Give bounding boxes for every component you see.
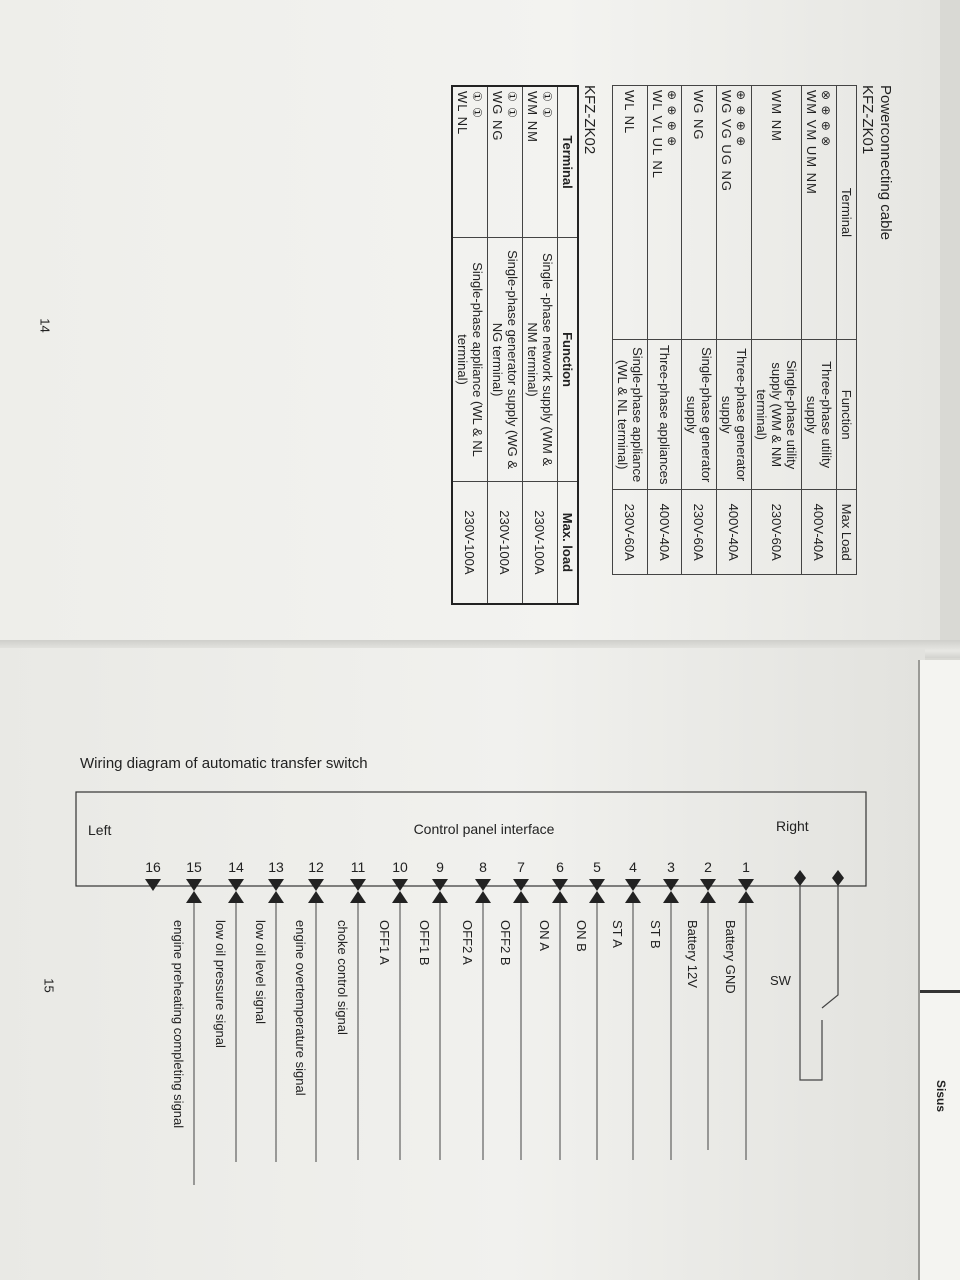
signal-label: low oil level signal xyxy=(253,920,268,1025)
terminal-marker-icon xyxy=(552,891,568,903)
load-cell: 230V-60A xyxy=(752,490,802,575)
signal-label: Battery GND xyxy=(723,920,738,994)
terminal-number: 3 xyxy=(667,859,675,875)
switch-wire xyxy=(822,878,838,1008)
cable-heading: Powerconnecting cable xyxy=(877,85,894,241)
terminal-marker-icon xyxy=(700,891,716,903)
terminal-number: 11 xyxy=(350,859,366,875)
function-cell: Single-phase generator supply xyxy=(682,339,717,489)
terminal-marker-icon xyxy=(625,891,641,903)
terminal-marker-icon xyxy=(308,879,324,891)
terminal-marker-icon xyxy=(432,891,448,903)
terminal-marker-icon xyxy=(700,879,716,891)
col-function: Function xyxy=(837,339,857,489)
signal-label: OFF2 B xyxy=(498,920,513,966)
panel-interface-label: Control panel interface xyxy=(413,821,555,837)
signal-label: ST B xyxy=(648,920,663,949)
load-cell: 230V-100A xyxy=(488,481,523,604)
terminal-label: WG NG xyxy=(490,91,506,142)
terminal-marker-icon xyxy=(513,879,529,891)
diagram-title: Wiring diagram of automatic transfer switch xyxy=(80,755,368,772)
terminal-label: WM NM xyxy=(752,86,802,340)
signal-label: Battery 12V xyxy=(685,920,700,988)
terminal-number: 9 xyxy=(436,859,444,875)
signal-label: ST A xyxy=(610,920,625,948)
terminal-marker-icon xyxy=(432,879,448,891)
terminal-label: WG VG UG NG xyxy=(719,90,735,192)
signal-label: OFF1 B xyxy=(417,920,432,966)
right-label: Right xyxy=(776,818,809,834)
terminal-marker-icon xyxy=(186,879,202,891)
terminal-marker-icon xyxy=(228,879,244,891)
terminal-marker-icon xyxy=(392,891,408,903)
model-kfz-zk01: KFZ-ZK01 xyxy=(859,85,876,155)
terminal-marker-icon xyxy=(308,891,324,903)
signal-label: ON B xyxy=(574,920,589,952)
terminal-symbols: ⊕ ⊕ ⊕ ⊕ xyxy=(665,90,679,148)
terminal-marker-icon xyxy=(186,891,202,903)
page-number-left: 14 xyxy=(37,318,53,333)
terminal-symbols: ⊗ ⊕ ⊕ ⊗ xyxy=(819,90,834,148)
terminal-marker-icon xyxy=(145,879,161,891)
terminal-label: WL NL xyxy=(613,86,648,340)
terminal-number: 16 xyxy=(145,859,161,875)
load-cell: 230V-100A xyxy=(523,481,558,604)
terminal-label: WG NG xyxy=(682,86,717,340)
load-cell: 230V-100A xyxy=(452,481,488,604)
terminal-label: WM VM UM NM xyxy=(804,90,820,195)
terminal-marker-icon xyxy=(350,891,366,903)
switch-label: SW xyxy=(770,973,791,988)
terminal-number: 8 xyxy=(479,859,487,875)
switch-wire xyxy=(800,878,822,1080)
brand-label: Sisus xyxy=(934,1080,948,1113)
terminal-number: 7 xyxy=(517,859,525,875)
terminal-marker-icon xyxy=(552,879,568,891)
terminal-symbols: ① ① xyxy=(540,91,555,119)
terminal-label: WL NL xyxy=(455,91,471,136)
load-cell: 230V-60A xyxy=(613,490,648,575)
switch-terminal-icon xyxy=(794,870,806,886)
terminal-marker-icon xyxy=(228,891,244,903)
terminal-marker-icon xyxy=(663,879,679,891)
terminal-number: 12 xyxy=(308,859,324,875)
terminal-marker-icon xyxy=(268,891,284,903)
terminal-number: 14 xyxy=(228,859,244,875)
load-cell: 400V-40A xyxy=(802,490,837,575)
terminal-marker-icon xyxy=(589,891,605,903)
function-cell: Single-phase appliance (WL & NL terminal) xyxy=(613,339,648,489)
signal-label: OFF2 A xyxy=(460,920,475,965)
function-cell: Three-phase utility supply xyxy=(802,339,837,489)
terminal-marker-icon xyxy=(392,879,408,891)
terminal-marker-icon xyxy=(589,879,605,891)
function-cell: Single -phase network supply (WM & NM terminal) xyxy=(523,238,558,482)
terminal-marker-icon xyxy=(475,891,491,903)
terminal-number: 10 xyxy=(392,859,408,875)
terminal-marker-icon xyxy=(738,891,754,903)
signal-label: choke control signal xyxy=(335,920,350,1035)
terminal-marker-icon xyxy=(268,879,284,891)
terminal-marker-icon xyxy=(663,891,679,903)
col-max-load: Max. load xyxy=(558,481,579,604)
terminal-marker-icon xyxy=(350,879,366,891)
col-function: Function xyxy=(558,238,579,482)
terminal-label: WM NM xyxy=(525,91,541,143)
terminal-marker-icon xyxy=(738,879,754,891)
terminal-marker-icon xyxy=(475,879,491,891)
col-max-load: Max Load xyxy=(837,490,857,575)
function-cell: Three-phase generator supply xyxy=(717,339,752,489)
signal-label: OFF1 A xyxy=(377,920,392,965)
terminal-symbols: ① ① xyxy=(505,91,520,119)
terminal-number: 6 xyxy=(556,859,564,875)
terminal-number: 2 xyxy=(704,859,712,875)
page-number-right: 15 xyxy=(41,978,57,993)
function-cell: Three-phase appliances xyxy=(648,339,682,489)
terminal-number: 5 xyxy=(593,859,601,875)
left-label: Left xyxy=(88,822,112,838)
terminal-label: WL VL UL NL xyxy=(650,90,665,180)
load-cell: 400V-40A xyxy=(717,490,752,575)
terminal-number: 4 xyxy=(629,859,637,875)
signal-label: engine preheating completing signal xyxy=(171,920,186,1129)
function-cell: Single-phase utility supply (WM & NM terminal) xyxy=(752,339,802,489)
terminal-marker-icon xyxy=(625,879,641,891)
load-cell: 230V-60A xyxy=(682,490,717,575)
function-cell: Single-phase appliance (WL & NL terminal) xyxy=(452,238,488,482)
terminal-number: 15 xyxy=(186,859,202,875)
terminal-number: 13 xyxy=(268,859,284,875)
signal-label: ON A xyxy=(537,920,552,952)
signal-label: engine overtemperature signal xyxy=(293,920,308,1096)
load-cell: 400V-40A xyxy=(648,490,682,575)
terminal-number: 1 xyxy=(742,859,750,875)
terminal-symbols: ① ① xyxy=(470,91,485,119)
col-terminal: Terminal xyxy=(837,86,857,340)
col-terminal: Terminal xyxy=(558,86,579,238)
switch-terminal-icon xyxy=(832,870,844,886)
function-cell: Single-phase generator supply (WG & NG terminal) xyxy=(488,238,523,482)
terminal-symbols: ⊕ ⊕ ⊕ ⊕ xyxy=(734,90,749,148)
signal-label: low oil pressure signal xyxy=(213,920,228,1048)
model-kfz-zk02: KFZ-ZK02 xyxy=(581,85,598,155)
terminal-marker-icon xyxy=(513,891,529,903)
